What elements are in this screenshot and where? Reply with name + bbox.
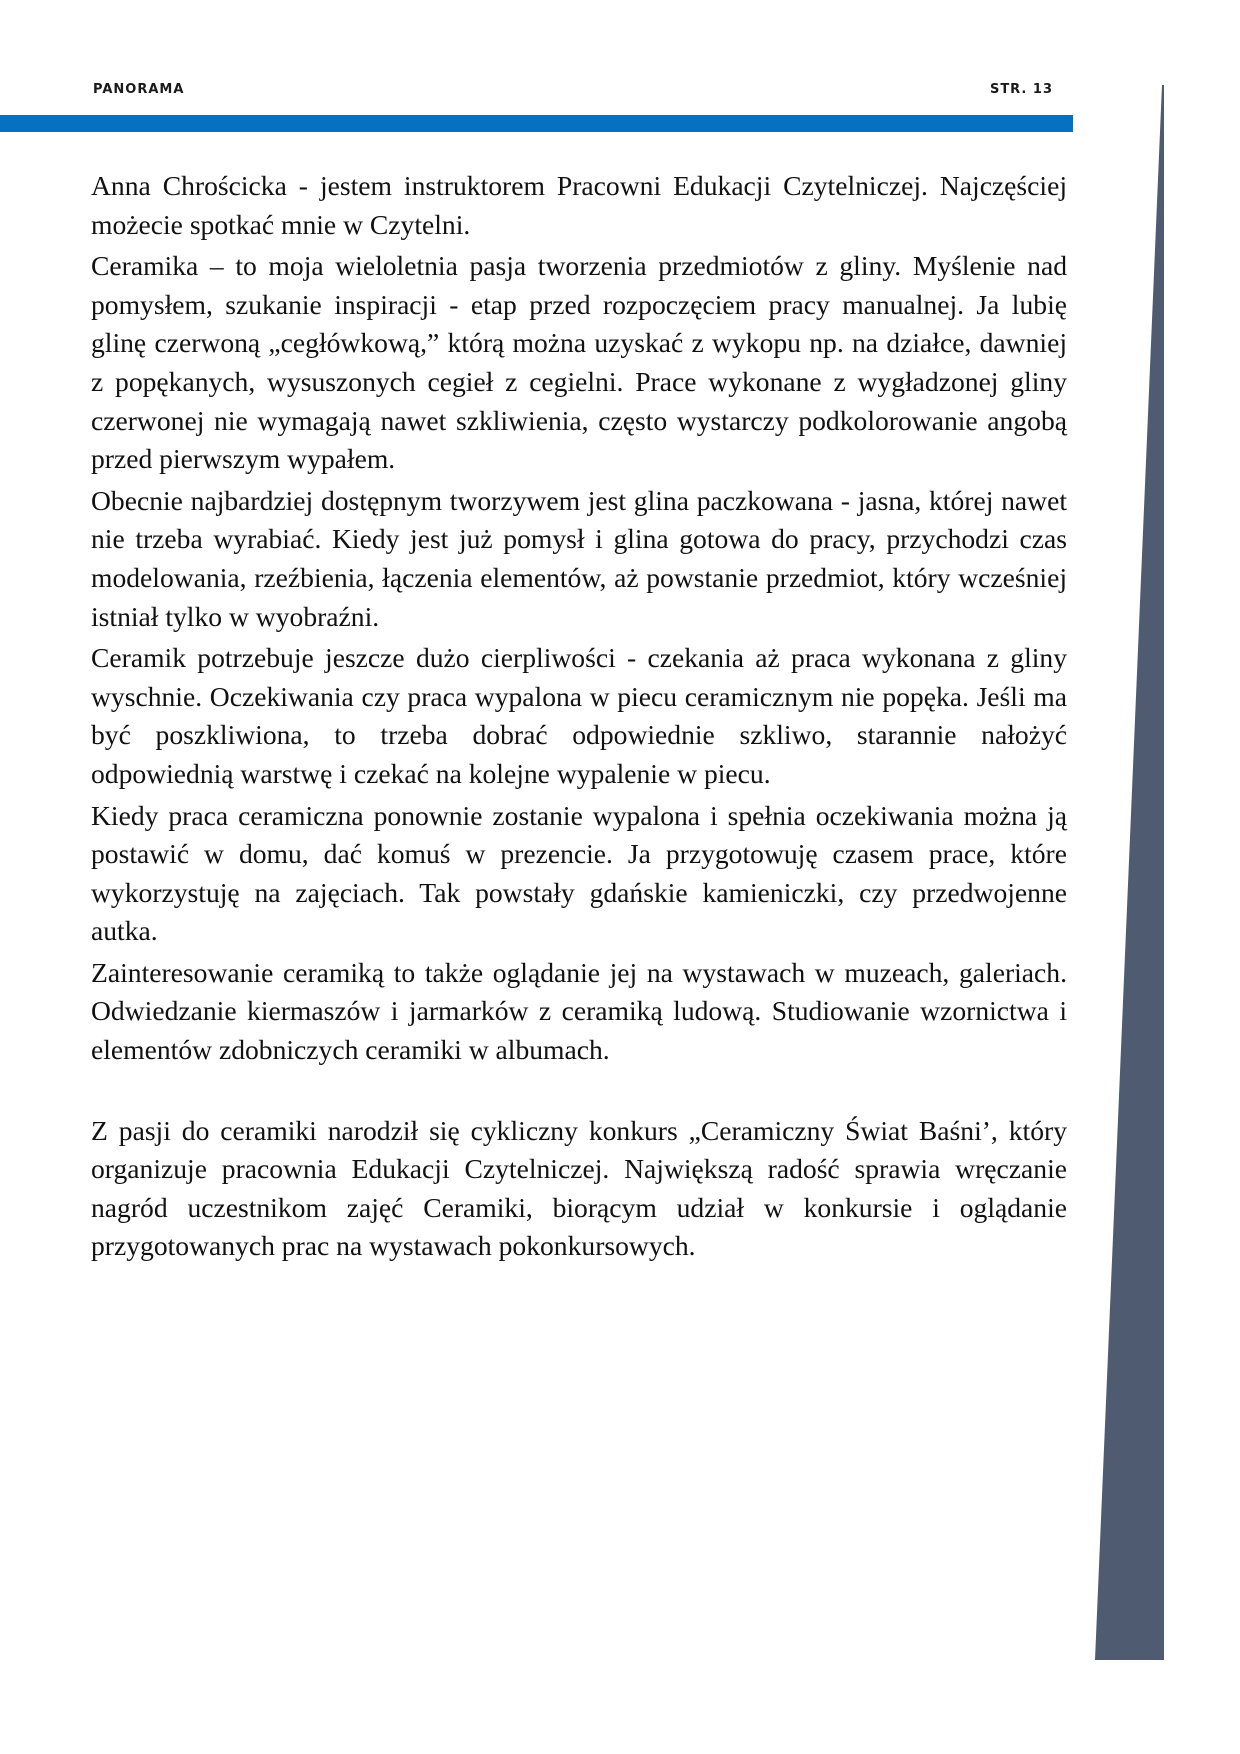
side-decorative-wedge: [1090, 85, 1170, 1660]
page-number: STR. 13: [989, 82, 1053, 97]
header-accent-bar: [0, 115, 1073, 132]
paragraph-intro: Anna Chrościcka - jestem instruktorem Pracowni Edukacji Czytelniczej. Najczęściej możecie spotkać mnie w Czytelni.: [91, 170, 1067, 240]
page-header: [93, 82, 1053, 102]
paragraph-patience: Ceramik potrzebuje jeszcze dużo cierpliwości - czekania aż praca wykonana z gliny wyschnie. Oczekiwania czy praca wypalona w piecu ceramicznym nie popęka. Jeśli ma być poszkliwiona, to trzeba dobrać odpowiednie szkliwo, starannie nałożyć odpowiednią warstwę i czekać na kolejne wypalenie w piecu.: [91, 642, 1067, 789]
paragraph-finished-work: Kiedy praca ceramiczna ponownie zostanie wypalona i spełnia oczekiwania można ją postawić w domu, dać komuś w prezencie. Ja przygotowuję czasem prace, które wykorzystuję na zajęciach. Tak powstały gdańskie kamieniczki, czy przedwojenne autka.: [91, 799, 1067, 947]
wedge-shape: [1095, 85, 1164, 1660]
paragraph-interest: Zainteresowanie ceramiką to także oglądanie jej na wystawach w muzeach, galeriach. Odwiedzanie kiermaszów i jarmarków z ceramiką ludową. Studiowanie wzornictwa i elementów zdobniczych ceramiki w albumach.: [91, 956, 1067, 1066]
publication-title: PANORAMA: [93, 82, 185, 97]
paragraph-ceramics-passion: Ceramika – to moja wieloletnia pasja tworzenia przedmiotów z gliny. Myślenie nad pomysłem, szukanie inspiracji - etap przed rozpoczęciem pracy manualnej. Ja lubię glinę czerwoną „cegłówkową,” którą można uzyskać z wykopu np. na działce, dawniej z popękanych, wysuszonych cegieł z cegielni. Prace wykonane z wygładzonej gliny czerwonej nie wymagają nawet szkliwienia, często wystarczy podkolorowanie angobą przed pierwszym wypałem.: [91, 250, 1067, 475]
article-body: [91, 167, 1067, 1269]
paragraph-clay: Obecnie najbardziej dostępnym tworzywem jest glina paczkowana - jasna, której nawet nie trzeba wyrabiać. Kiedy jest już pomysł i glina gotowa do pracy, przychodzi czas modelowania, rzeźbienia, łączenia elementów, aż powstanie przedmiot, który wcześniej istniał tylko w wyobraźni.: [91, 484, 1067, 632]
paragraph-contest: Z pasji do ceramiki narodził się cykliczny konkurs „Ceramiczny Świat Baśni’, który organizuje pracownia Edukacji Czytelniczej. Największą radość sprawia wręczanie nagród uczestnikom zajęć Ceramiki, biorącym udział w konkursie i oglądanie przygotowanych prac na wystawach pokonkursowych.: [91, 1114, 1067, 1262]
